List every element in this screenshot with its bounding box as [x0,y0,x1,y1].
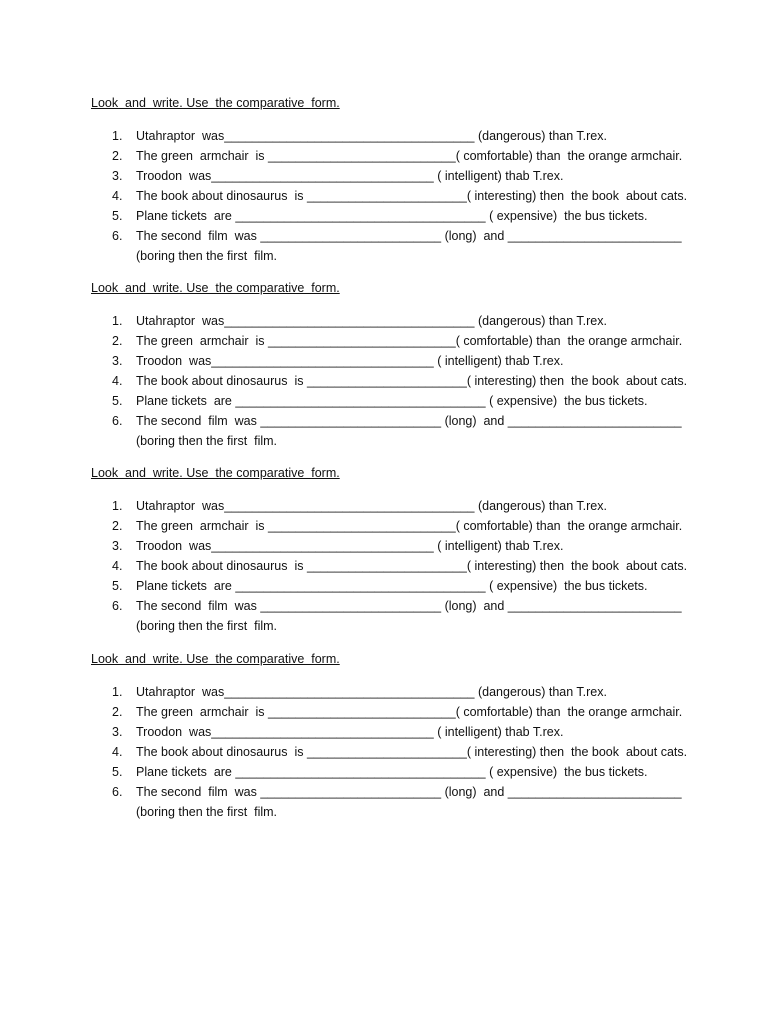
item-text: Utahraptor was____________________________________ (dangerous) than T.rex. [136,314,607,328]
item-number: 3. [112,354,123,368]
item-number: 6. [112,229,123,243]
item-number: 4. [112,374,123,388]
item-text: The book about dinosaurus is _______________________( interesting) then the book about cats. [136,374,688,388]
item-number: 2. [112,334,123,348]
item-text: The second film was __________________________ (long) and _________________________ [136,785,682,799]
item-text: The green armchair is ___________________________( comfortable) than the orange armchair. [136,149,683,163]
item-number: 3. [112,539,123,553]
item-number: 2. [112,149,123,163]
exercise-title: Look and write. Use the comparative form. [91,466,340,480]
item-text: Plane tickets are ____________________________________ ( expensive) the bus tickets. [136,209,648,223]
item-number: 5. [112,209,123,223]
item-number: 3. [112,169,123,183]
item-text: The green armchair is ___________________________( comfortable) than the orange armchair. [136,705,683,719]
item-text: Utahraptor was____________________________________ (dangerous) than T.rex. [136,499,607,513]
item-number: 4. [112,559,123,573]
item-text: The book about dinosaurus is _______________________( interesting) then the book about cats. [136,559,688,573]
item-number: 5. [112,579,123,593]
item-text: The green armchair is ___________________________( comfortable) than the orange armchair. [136,519,683,533]
item-text: Troodon was________________________________ ( intelligent) thab T.rex. [136,354,564,368]
item-text: The green armchair is ___________________________( comfortable) than the orange armchair. [136,334,683,348]
item-number: 6. [112,599,123,613]
item-text: The book about dinosaurus is _______________________( interesting) then the book about cats. [136,745,688,759]
item-number: 1. [112,129,123,143]
item-text: Plane tickets are ____________________________________ ( expensive) the bus tickets. [136,579,648,593]
item-text: Plane tickets are ____________________________________ ( expensive) the bus tickets. [136,765,648,779]
item-number: 4. [112,745,123,759]
item-number: 6. [112,785,123,799]
item-text: Utahraptor was____________________________________ (dangerous) than T.rex. [136,685,607,699]
item-number: 1. [112,499,123,513]
item-text: Plane tickets are ____________________________________ ( expensive) the bus tickets. [136,394,648,408]
item-text: The second film was __________________________ (long) and _________________________ [136,229,682,243]
item-continuation: (boring then the first film. [136,434,278,448]
exercise-title: Look and write. Use the comparative form. [91,96,340,110]
item-number: 1. [112,314,123,328]
item-number: 6. [112,414,123,428]
item-number: 1. [112,685,123,699]
item-continuation: (boring then the first film. [136,619,278,633]
item-text: Troodon was________________________________ ( intelligent) thab T.rex. [136,169,564,183]
exercise-title: Look and write. Use the comparative form. [91,652,340,666]
exercise-title: Look and write. Use the comparative form. [91,281,340,295]
item-number: 3. [112,725,123,739]
item-number: 5. [112,394,123,408]
item-text: Troodon was________________________________ ( intelligent) thab T.rex. [136,539,564,553]
item-number: 2. [112,519,123,533]
item-number: 5. [112,765,123,779]
item-continuation: (boring then the first film. [136,805,278,819]
item-number: 2. [112,705,123,719]
item-text: The book about dinosaurus is _______________________( interesting) then the book about cats. [136,189,688,203]
item-text: Troodon was________________________________ ( intelligent) thab T.rex. [136,725,564,739]
item-text: Utahraptor was____________________________________ (dangerous) than T.rex. [136,129,607,143]
item-text: The second film was __________________________ (long) and _________________________ [136,599,682,613]
item-continuation: (boring then the first film. [136,249,278,263]
item-text: The second film was __________________________ (long) and _________________________ [136,414,682,428]
item-number: 4. [112,189,123,203]
